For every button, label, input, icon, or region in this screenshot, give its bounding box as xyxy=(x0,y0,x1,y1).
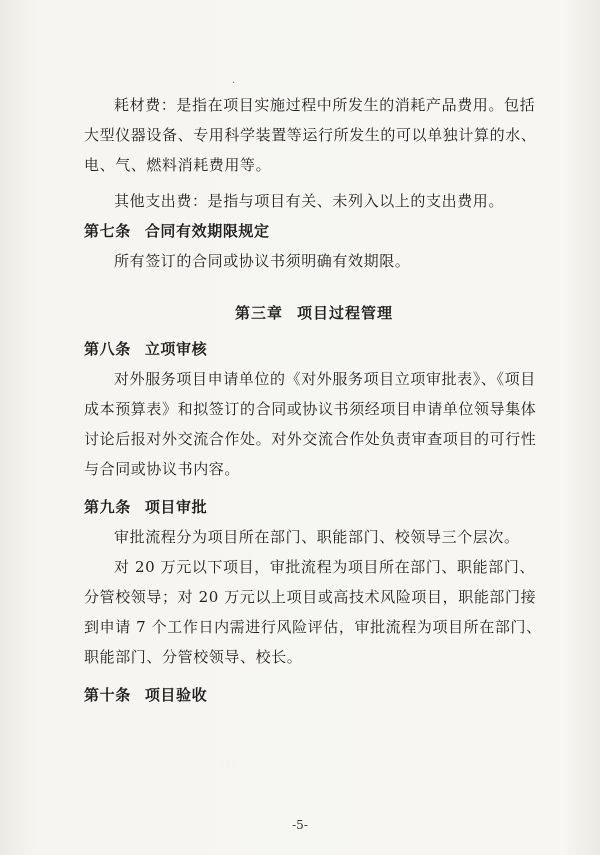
scan-mark: · xyxy=(232,78,236,89)
chapter-number: 第三章 xyxy=(234,304,283,322)
chapter-3-heading xyxy=(84,298,544,328)
page-number: -5- xyxy=(292,818,308,832)
article-10-number: 第十条 xyxy=(84,686,131,704)
article-10-heading xyxy=(84,680,544,710)
paragraph-project-review: 对外服务项目申请单位的《对外服务项目立项审批表》、《项目成本预算表》和拟签订的合同或协议书须经项目申请单位领导集体讨论后报对外交流合作处。对外交流合作处负责审查项目的可行性与合同或协议书内容。 xyxy=(84,370,537,478)
article-7-number: 第七条 xyxy=(84,222,131,240)
article-8-heading xyxy=(84,334,544,364)
article-10-title: 项目验收 xyxy=(144,686,208,704)
article-7-heading xyxy=(84,216,544,246)
paragraph-approval-process: 对 20 万元以下项目，审批流程为项目所在部门、职能部门、分管校领导；对 20 万元以上项目或高技术风险项目，职能部门接到申请 7 个工作日内需进行风险评估，审批流程为项目所在部门、职能部门、分管校领导、校长。 xyxy=(84,558,542,666)
chapter-title: 项目过程管理 xyxy=(297,304,394,322)
article-8-number: 第八条 xyxy=(84,340,131,358)
document-body xyxy=(84,90,544,710)
paragraph-validity: 所有签订的合同或协议书须明确有效期限。 xyxy=(114,252,411,270)
article-8-title: 立项审核 xyxy=(144,340,208,358)
article-9-number: 第九条 xyxy=(84,498,131,516)
article-9-heading xyxy=(84,492,544,522)
article-7-title: 合同有效期限规定 xyxy=(144,222,270,240)
paragraph-approval-levels: 审批流程分为项目所在部门、职能部门、校领导三个层次。 xyxy=(114,528,520,546)
article-9-title: 项目审批 xyxy=(144,498,208,516)
paragraph-other-expenses: 其他支出费：是指与项目有关、未列入以上的支出费用。 xyxy=(114,192,505,210)
paragraph-consumables: 耗材费：是指在项目实施过程中所发生的消耗产品费用。包括大型仪器设备、专用科学装置等运行所发生的可以单独计算的水、电、气、燃料消耗费用等。 xyxy=(84,96,537,174)
